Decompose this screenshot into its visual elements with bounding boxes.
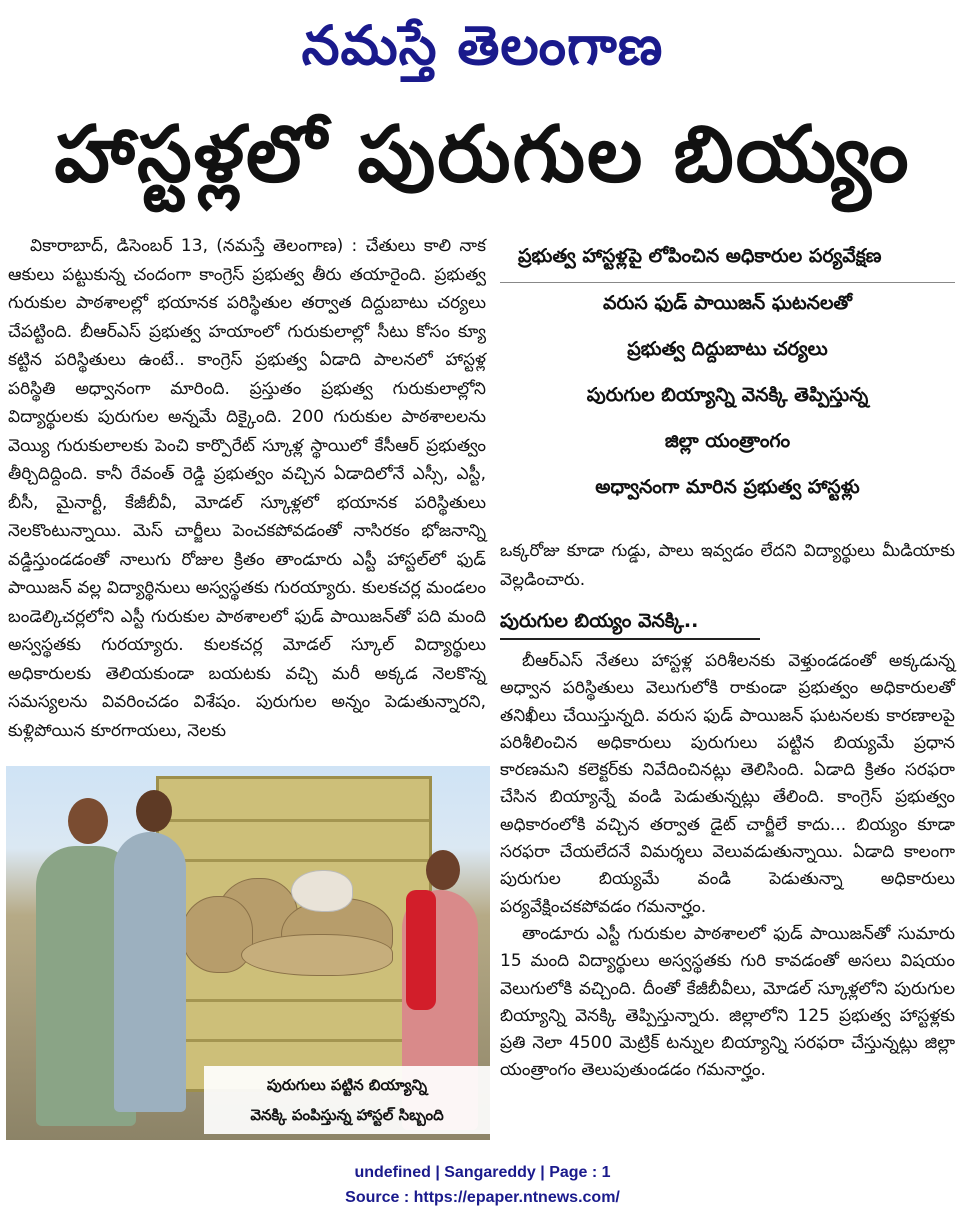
section-subhead: పురుగుల బియ్యం వెనక్కి.. — [500, 606, 760, 640]
highlight-item: అధ్వానంగా మారిన ప్రభుత్వ హాస్టళ్లు — [595, 476, 860, 498]
right-column-text — [500, 648, 955, 1085]
highlights-box — [500, 236, 955, 513]
left-column-text — [8, 232, 486, 745]
right-paragraph: తాండూరు ఎస్టీ గురుకుల పాఠశాలలో ఫుడ్‌ పాయిజన్‌తో సుమారు 15 మంది విద్యార్థులు అస్వస్థతకు గురి కావడంతో అసలు విషయం వెలుగులోకి వచ్చింది. దీంతో కేజీబీవీలు, మోడల్‌ స్కూళ్లలోని పురుగుల బియ్యాన్ని వెనక్కి తెప్పిస్తున్నారు. జిల్లాలోని 125 ప్రభుత్వ హాస్టళ్లకు ప్రతి నెలా 4500 మెట్రిక్‌ టన్నుల బియ్యాన్ని సరఫరా చేస్తున్నట్లు జిల్లా యంత్రాంగం తెలుపుతుండడం గమనార్హం. — [500, 923, 955, 1081]
page-footer — [0, 1160, 965, 1210]
highlight-item: జిల్లా యంత్రాంగం — [664, 430, 791, 452]
caption-line: పురుగులు పట్టిన బియ్యాన్ని — [266, 1076, 428, 1094]
article-headline: హాస్టళ్లలో పురుగుల బియ్యం — [54, 110, 911, 200]
photo-caption — [204, 1066, 490, 1134]
highlight-item: వరుస ఫుడ్‌ పాయిజన్‌ ఘటనలతో — [603, 292, 852, 314]
footer-edition-line: undefined | Sangareddy | Page : 1 — [354, 1164, 611, 1181]
newspaper-masthead: నమస్తే తెలంగాణ — [301, 13, 664, 77]
right-intro-text — [500, 537, 955, 594]
highlight-item: ప్రభుత్వ హాస్టళ్లపై లోపించిన అధికారుల పర్యవేక్షణ — [500, 236, 955, 283]
caption-line: వెనక్కి పంపిస్తున్న హాస్టల్‌ సిబ్బంది — [250, 1106, 444, 1124]
footer-source-line[interactable]: Source : https://epaper.ntnews.com/ — [345, 1189, 620, 1206]
left-paragraph: వికారాబాద్‌, డిసెంబర్‌ 13, (నమస్తే తెలంగాణ) : చేతులు కాలి నాక ఆకులు పట్టుకున్న చందంగా కాంగ్రెస్‌ ప్రభుత్వ తీరు తయారైంది. ప్రభుత్వ గురుకుల పాఠశాలల్లో భయానక పరిస్థితుల తర్వాత దిద్దుబాటు చర్యలు చేపట్టింది. బీఆర్‌ఎస్‌ ప్రభుత్వ హయాంలో గురుకులాల్లో సీటు కోసం క్యూ కట్టిన పరిస్థితులు ఉంటే.. కాంగ్రెస్‌ ప్రభుత్వ ఏడాది పాలనలో హాస్టళ్ల పరిస్థితి అధ్వానంగా మారింది. ప్రస్తుతం ప్రభుత్వ గురుకులాల్లోని విద్యార్థులకు పురుగుల అన్నమే దిక్కైంది. 200 గురుకుల పాఠశాలలను వెయ్యి గురుకులాలకు పెంచి కార్పొరేట్‌ స్కూళ్ల స్థాయిలో కేసీఆర్‌ ప్రభుత్వం తీర్చిదిద్దింది. కానీ రేవంత్‌ రెడ్డి ప్రభుత్వం వచ్చిన ఏడాదిలోనే ఎస్సీ, ఎస్టీ, బీసీ, మైనార్టీ, కేజీబీవీ, మోడల్‌ స్కూళ్లలో భయానక పరిస్థితులు నెలకొంటున్నాయి. మెస్‌ చార్జీలు పెంచకపోవడంతో నాసిరకం భోజనాన్ని వడ్డిస్తుండడంతో నాలుగు రోజుల క్రితం తాండూరు ఎస్టీ హాస్టల్‌లో ఫుడ్‌ పాయిజన్‌ వల్ల విద్యార్థినులు అస్వస్థతకు గురయ్యారు. కులకచర్ల మండలం బండెల్కిచర్లలోని ఎస్టీ గురుకుల పాఠశాలలో ఫుడ్‌ పాయిజన్‌తో పది మంది అస్వస్థతకు గురయ్యారు. కులకచర్ల మోడల్‌ స్కూల్‌ విద్యార్థులు అధికారులకు తెలియకుండా బయటకు వచ్చి మరీ అక్కడ నెలకొన్న సమస్యలను వివరించడం విశేషం. పురుగుల అన్నం పెడుతున్నారని, కుళ్లిపోయిన కూరగాయలు, నెలకు — [8, 236, 486, 741]
highlight-item: ప్రభుత్వ దిద్దుబాటు చర్యలు — [627, 338, 828, 360]
highlight-item: పురుగుల బియ్యాన్ని వెనక్కి తెప్పిస్తున్న — [586, 384, 869, 406]
right-intro-paragraph: ఒక్కరోజు కూడా గుడ్డు, పాలు ఇవ్వడం లేదని విద్యార్థులు మీడియాకు వెల్లడించారు. — [500, 541, 955, 590]
right-paragraph: బీఆర్‌ఎస్‌ నేతలు హాస్టళ్ల పరిశీలనకు వెళ్తుండడంతో అక్కడున్న అధ్వాన పరిస్థితులు వెలుగులోకి రాకుండా ప్రభుత్వం అధికారులతో తనిఖీలు చేయిస్తున్నది. వరుస ఫుడ్‌ పాయిజన్‌ ఘటనలకు కారణాలపై పరిశీలించిన అధికారులు పురుగులు పట్టిన బియ్యమే ప్రధాన కారణమని కలెక్టర్‌కు నివేదించినట్లు తెలిసింది. ఏడాది క్రితం సరఫరా చేసిన బియ్యాన్నే వండి పెడుతున్నట్లు తేలింది. కాంగ్రెస్‌ ప్రభుత్వం అధికారంలోకి వచ్చిన తర్వాత డైట్‌ చార్జీలే కాదు... బియ్యం కూడా సరఫరా చేయలేదనే విమర్శలు వెలువడుతున్నాయి. ఏడాది కాలంగా పురుగుల బియ్యమే వండి పెడుతున్నా అధికారులు పర్యవేక్షించకపోవడం గమనార్హం. — [500, 651, 955, 917]
